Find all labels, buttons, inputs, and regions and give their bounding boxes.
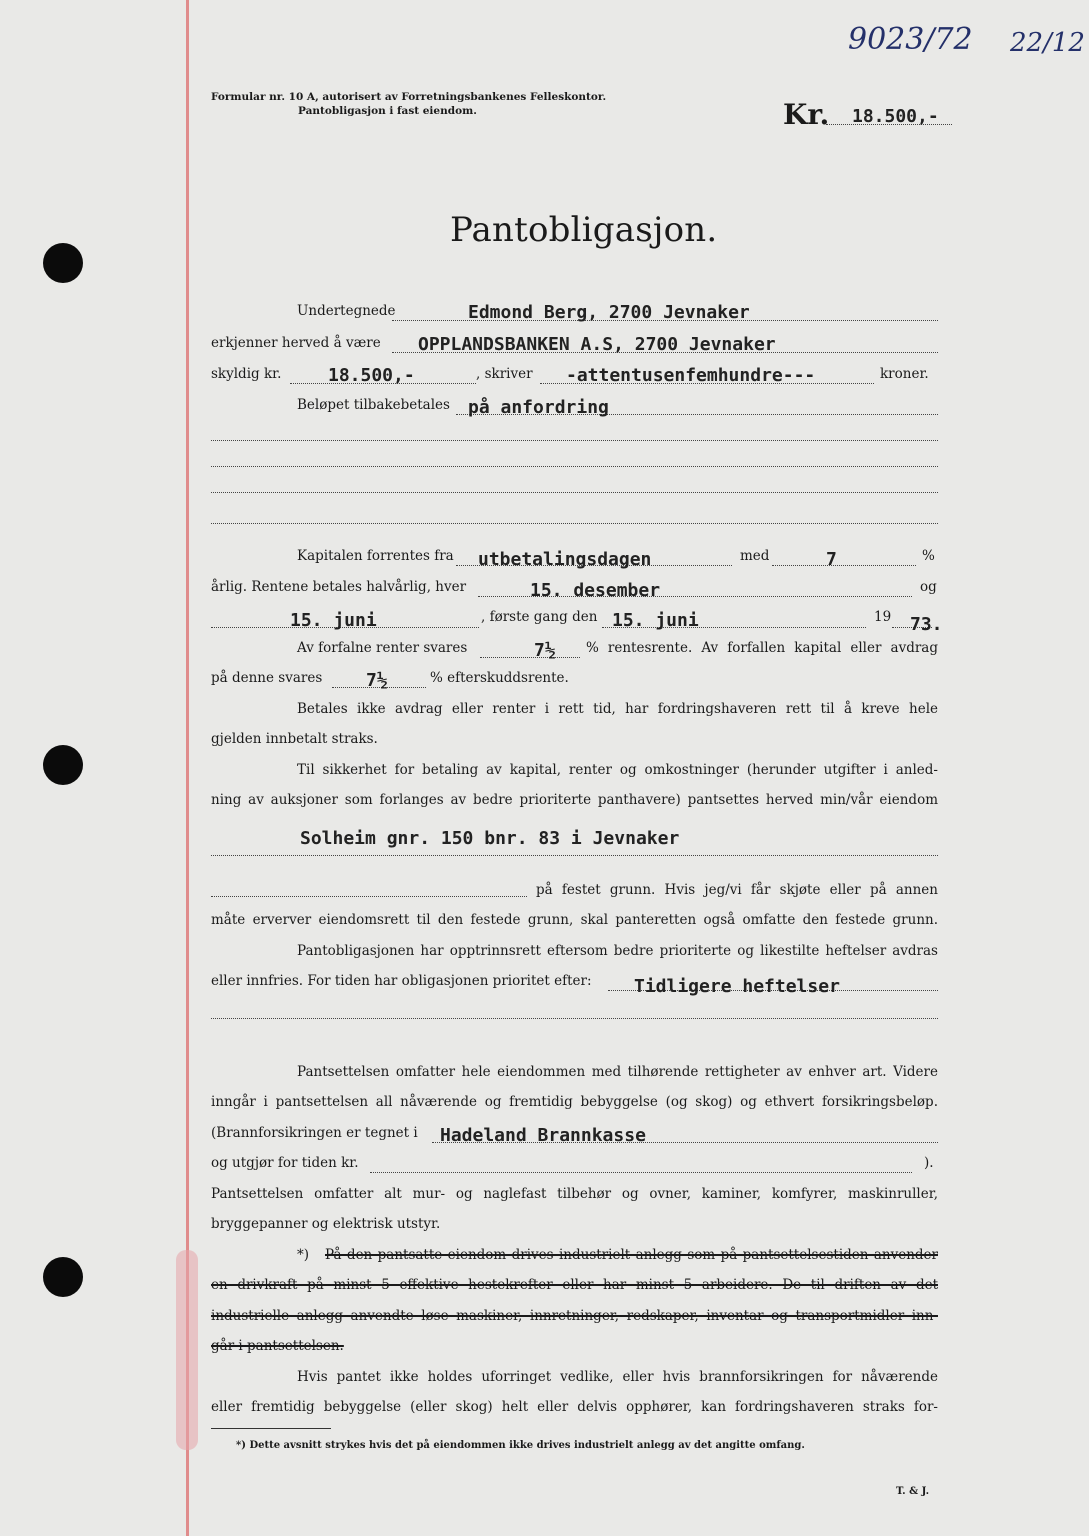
punch-hole-icon bbox=[43, 1257, 83, 1297]
p5-line4-end: ). bbox=[924, 1155, 934, 1171]
og-label: og bbox=[920, 579, 937, 595]
tilbake-label: Beløpet tilbakebetales bbox=[297, 397, 450, 413]
blank-dotline bbox=[211, 1018, 938, 1019]
p7-line1-struck: På den pantsatte eiendom drives industrielt anlegg som på pantsettelsestiden anvender bbox=[325, 1247, 938, 1263]
denne-rest: % efterskuddsrente. bbox=[430, 670, 569, 686]
p3-line2: måte erverver eiendomsrett til den festede grunn, skal panteretten også omfatte den festede grunn. bbox=[211, 912, 938, 928]
p2-line2: ning av auksjoner som forlanges av bedre prioriterte panthavere) pantsettes herved min/vår eiendom bbox=[211, 792, 938, 808]
erkjenner-label: erkjenner herved å være bbox=[211, 335, 381, 351]
red-margin-smear bbox=[176, 1250, 198, 1450]
med-label: med bbox=[740, 548, 770, 564]
blank-dotline bbox=[211, 523, 938, 524]
p7-line4-struck: går i pantsettelsen. bbox=[211, 1338, 344, 1354]
first-date-value: 15. juni bbox=[612, 610, 699, 631]
kapital-value: utbetalingsdagen bbox=[478, 549, 652, 570]
printer-mark: T. & J. bbox=[896, 1486, 930, 1497]
property-dotline bbox=[211, 855, 938, 856]
forfalne-rest: % rentesrente. Av forfallen kapital eller avdrag bbox=[586, 640, 938, 656]
p1-line2: gjelden innbetalt straks. bbox=[211, 731, 378, 747]
p6-line1: Pantsettelsen omfatter alt mur- og naglefast tilbehør og ovner, kaminer, komfyrer, maskinruller, bbox=[211, 1186, 938, 1202]
p5-line4: og utgjør for tiden kr. bbox=[211, 1155, 359, 1171]
year-prefix: 19 bbox=[874, 609, 892, 625]
priority-value: Tidligere heftelser bbox=[634, 976, 840, 997]
blank-dotline bbox=[211, 466, 938, 467]
form-header-line2: Pantobligasjon i fast eiendom. bbox=[298, 105, 477, 117]
forfalne-label: Av forfalne renter svares bbox=[297, 640, 468, 656]
pct-label: % bbox=[922, 548, 935, 564]
skriver-label: , skriver bbox=[476, 366, 533, 382]
skyldig-value: 18.500,- bbox=[328, 365, 415, 386]
insurer-value: Hadeland Brannkasse bbox=[440, 1125, 646, 1146]
year-suffix: 73. bbox=[910, 614, 943, 635]
sum-dotline bbox=[370, 1172, 912, 1173]
footnote-rule bbox=[211, 1428, 331, 1429]
p1-line1: Betales ikke avdrag eller renter i rett tid, har fordringshaveren rett til å kreve hele bbox=[297, 701, 938, 717]
kapital-label: Kapitalen forrentes fra bbox=[297, 548, 454, 564]
document-title: Pantobligasjon. bbox=[450, 210, 718, 250]
amount-label: Kr. bbox=[783, 98, 830, 131]
forfalne-value: 7½ bbox=[534, 640, 556, 661]
blank-dotline bbox=[211, 492, 938, 493]
halvarlig-value: 15. desember bbox=[530, 580, 661, 601]
tilbake-value: på anfordring bbox=[468, 397, 609, 418]
undertegnede-label: Undertegnede bbox=[297, 303, 396, 319]
p5-line2: inngår i pantsettelsen all nåværende og fremtidig bebyggelse (og skog) og ethvert forsikringsbeløp. bbox=[211, 1094, 938, 1110]
blank-dotline bbox=[211, 440, 938, 441]
skyldig-label: skyldig kr. bbox=[211, 366, 282, 382]
p7-line3-struck: industrielle anlegg anvendte løse maskiner, innretninger, redskaper, inventar og transportmidler inn- bbox=[211, 1308, 938, 1324]
punch-hole-icon bbox=[43, 243, 83, 283]
juni-value: 15. juni bbox=[290, 610, 377, 631]
punch-hole-icon bbox=[43, 745, 83, 785]
footnote: *) Dette avsnitt strykes hvis det på eiendommen ikke drives industrielt anlegg av det angitte omfang. bbox=[236, 1440, 805, 1451]
undertegnede-value: Edmond Berg, 2700 Jevnaker bbox=[468, 302, 750, 323]
halvarlig-label: årlig. Rentene betales halvårlig, hver bbox=[211, 579, 467, 595]
p7-line2-struck: en drivkraft på minst 5 effektive hestekrefter eller har minst 5 arbeidere. De til driften av det bbox=[211, 1277, 938, 1293]
p3-line1: på festet grunn. Hvis jeg/vi får skjøte eller på annen bbox=[536, 882, 938, 898]
p8-line1: Hvis pantet ikke holdes uforringet vedlike, eller hvis brannforsikringen for nåværende bbox=[297, 1369, 938, 1385]
rate-dotline bbox=[772, 565, 916, 566]
p6-line2: bryggepanner og elektrisk utstyr. bbox=[211, 1216, 441, 1232]
property-value: Solheim gnr. 150 bnr. 83 i Jevnaker bbox=[300, 828, 680, 849]
erkjenner-value: OPPLANDSBANKEN A.S, 2700 Jevnaker bbox=[418, 334, 776, 355]
festet-dotline bbox=[211, 896, 527, 897]
form-header-line1: Formular nr. 10 A, autorisert av Forretningsbankenes Felleskontor. bbox=[211, 91, 607, 103]
amount-value: 18.500,- bbox=[852, 106, 939, 127]
p8-line2: eller fremtidig bebyggelse (eller skog) helt eller delvis opphører, kan fordringshaveren straks for- bbox=[211, 1399, 938, 1415]
denne-label: på denne svares bbox=[211, 670, 323, 686]
p7-mark: *) bbox=[297, 1247, 310, 1263]
handwritten-date: 22/12 bbox=[1010, 28, 1085, 58]
skriver-value: -attentusenfemhundre--- bbox=[566, 365, 816, 386]
p4-line2: eller innfries. For tiden har obligasjonen prioritet efter: bbox=[211, 973, 592, 989]
rate-value: 7 bbox=[826, 549, 837, 570]
p5-line3: (Brannforsikringen er tegnet i bbox=[211, 1125, 418, 1141]
handwritten-reference: 9023/72 bbox=[848, 22, 973, 57]
p2-line1: Til sikkerhet for betaling av kapital, renter og omkostninger (herunder utgifter i anled- bbox=[297, 762, 938, 778]
denne-value: 7½ bbox=[366, 670, 388, 691]
p4-line1: Pantobligasjonen har opptrinnsrett eftersom bedre prioriterte og likestilte heftelser avdras bbox=[297, 943, 938, 959]
forste-label: , første gang den bbox=[481, 609, 598, 625]
p5-line1: Pantsettelsen omfatter hele eiendommen med tilhørende rettigheter av enhver art. Videre bbox=[297, 1064, 938, 1080]
kroner-label: kroner. bbox=[880, 366, 929, 382]
forfalne-dotline bbox=[480, 657, 580, 658]
